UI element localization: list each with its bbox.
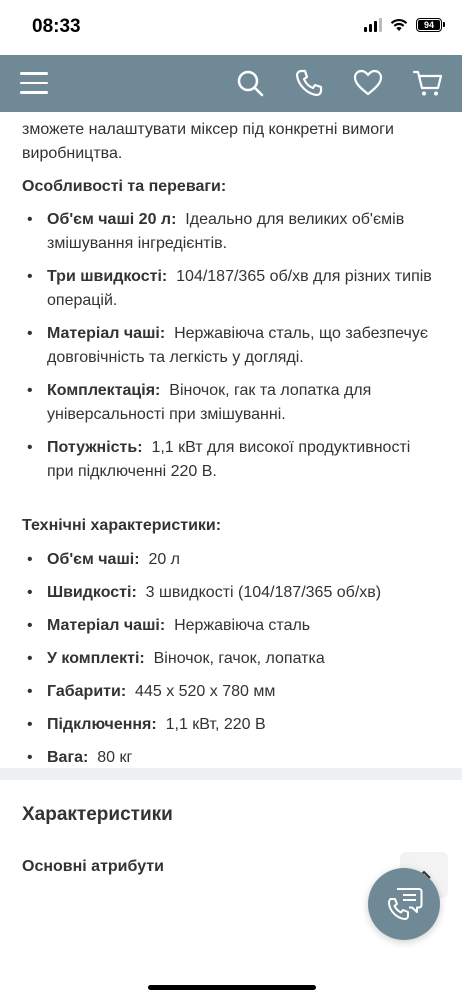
list-item: • Об'єм чаші 20 л: Ідеально для великих об'ємів змішування інгредієнтів. bbox=[22, 208, 432, 256]
heart-icon[interactable] bbox=[352, 67, 384, 99]
site-header bbox=[0, 55, 462, 112]
list-item: • Комплектація: Віночок, гак та лопатка для універсальності при змішуванні. bbox=[22, 379, 432, 427]
list-item: • Потужність: 1,1 кВт для високої продуктивності при підключенні 220 В. bbox=[22, 436, 432, 484]
list-item: • Габарити: 445 x 520 x 780 мм bbox=[22, 680, 432, 704]
signal-icon bbox=[364, 18, 382, 32]
home-indicator bbox=[148, 985, 316, 990]
section-divider bbox=[0, 768, 462, 780]
status-bar bbox=[0, 0, 462, 55]
list-item: • Вага: 80 кг bbox=[22, 746, 432, 770]
features-title: Особливості та переваги: bbox=[22, 178, 227, 195]
features-list bbox=[22, 208, 432, 484]
description-intro: зможете налаштувати міксер під конкретні вимоги виробництва. bbox=[22, 121, 394, 162]
wifi-icon bbox=[390, 18, 408, 32]
battery-level: 94 bbox=[418, 20, 440, 30]
list-item: • Три швидкості: 104/187/365 об/хв для різних типів операцій. bbox=[22, 265, 432, 313]
phone-icon[interactable] bbox=[293, 67, 325, 99]
menu-icon[interactable] bbox=[20, 69, 48, 97]
battery-icon bbox=[416, 18, 442, 32]
main-attributes-title: Основні атрибути bbox=[22, 858, 164, 875]
status-icons bbox=[364, 18, 442, 32]
status-time: 08:33 bbox=[32, 16, 81, 37]
list-item: • Швидкості: 3 швидкості (104/187/365 об/хв) bbox=[22, 581, 432, 605]
cart-icon[interactable] bbox=[412, 67, 444, 99]
characteristics-title: Характеристики bbox=[22, 804, 173, 825]
specs-title: Технічні характеристики: bbox=[22, 517, 222, 534]
specs-list bbox=[22, 548, 432, 770]
chat-button[interactable] bbox=[368, 868, 440, 940]
list-item: • Підключення: 1,1 кВт, 220 В bbox=[22, 713, 432, 737]
chat-icon bbox=[383, 883, 425, 925]
list-item: • Матеріал чаші: Нержавіюча сталь, що забезпечує довговічність та легкість у догляді. bbox=[22, 322, 432, 370]
list-item: • У комплекті: Віночок, гачок, лопатка bbox=[22, 647, 432, 671]
list-item: • Матеріал чаші: Нержавіюча сталь bbox=[22, 614, 432, 638]
list-item: • Об'єм чаші: 20 л bbox=[22, 548, 432, 572]
search-icon[interactable] bbox=[234, 67, 266, 99]
